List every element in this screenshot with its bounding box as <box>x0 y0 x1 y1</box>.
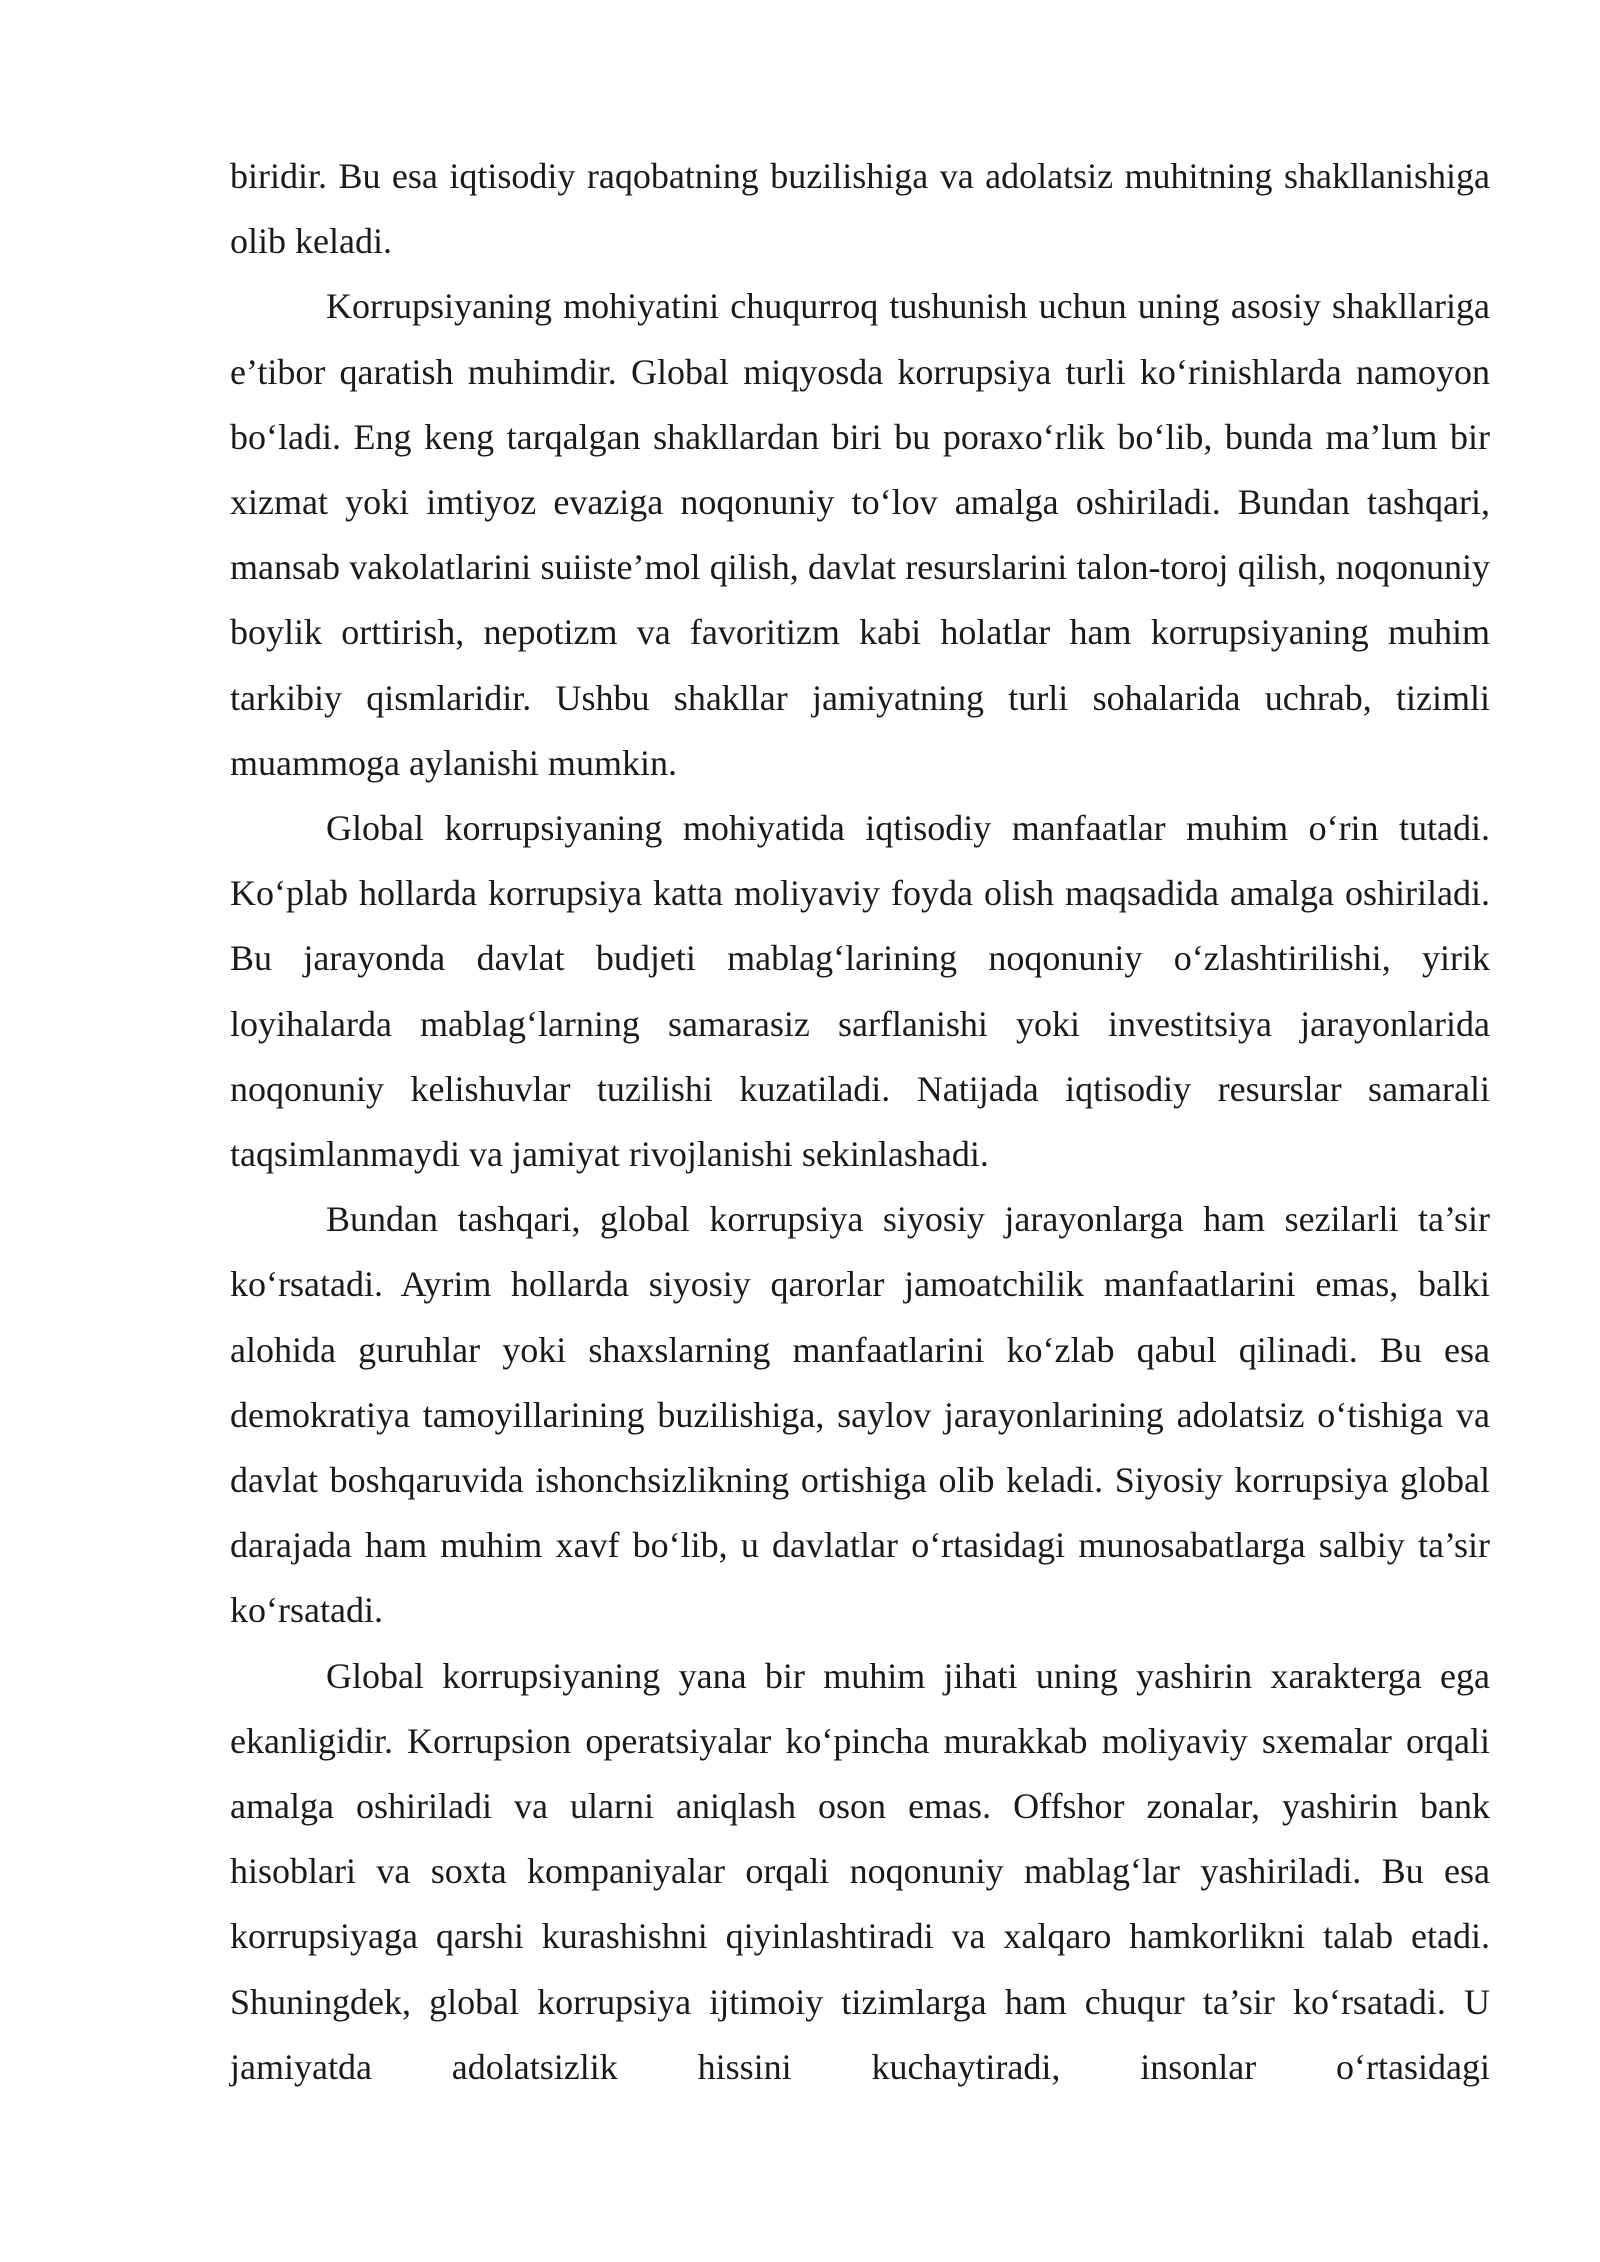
paragraph-political-processes: Bundan tashqari, global korrupsiya siyosiy jarayonlarga ham sezilarli ta’sir ko‘rsatadi. Ayrim hollarda siyosiy qarorlar jamoatchilik manfaatlarini emas, balki alohida guruhlar yoki shaxslarning manfaatlarini ko‘zlab qabul qilinadi. Bu esa demokratiya tamoyillarining buzilishiga, saylov jarayonlarining adolatsiz o‘tishiga va davlat boshqaruvida ishonchsizlikning ortishiga olib keladi. Siyosiy korrupsiya global darajada ham muhim xavf bo‘lib, u davlatlar o‘rtasidagi munosabatlarga salbiy ta’sir ko‘rsatadi. <box>230 1199 1490 1631</box>
paragraph-economic-interests: Global korrupsiyaning mohiyatida iqtisodiy manfaatlar muhim o‘rin tutadi. Ko‘plab hollarda korrupsiya katta moliyaviy foyda olish maqsadida amalga oshiriladi. Bu jarayonda davlat budjeti mablag‘larining noqonuniy o‘zlashtirilishi, yirik loyihalarda mablag‘larning samarasiz sarflanishi yoki investitsiya jarayonlarida noqonuniy kelishuvlar tuzilishi kuzatiladi. Natijada iqtisodiy resurslar samarali taqsimlanmaydi va jamiyat rivojlanishi sekinlashadi. <box>230 808 1490 1175</box>
paragraph-hidden-character: Global korrupsiyaning yana bir muhim jihati uning yashirin xarakterga ega ekanligidir. Korrupsion operatsiyalar ko‘pincha murakkab moliyaviy sxemalar orqali amalga oshiriladi va ularni aniqlash oson emas. Offshor zonalar, yashirin bank hisoblari va soxta kompaniyalar orqali noqonuniy mablag‘lar yashiriladi. Bu esa korrupsiyaga qarshi kurashishni qiyinlashtiradi va xalqaro hamkorlikni talab etadi. Shuningdek, global korrupsiya ijtimoiy tizimlarga ham chuqur ta’sir ko‘rsatadi. U jamiyatda adolatsizlik hissini kuchaytiradi, insonlar o‘rtasidagi <box>230 1655 1490 2087</box>
paragraph-forms-of-corruption: Korrupsiyaning mohiyatini chuqurroq tushunish uchun uning asosiy shakllariga e’tibor qaratish muhimdir. Global miqyosda korrupsiya turli ko‘rinishlarda namoyon bo‘ladi. Eng keng tarqalgan shakllardan biri bu poraxo‘rlik bo‘lib, bunda ma’lum bir xizmat yoki imtiyoz evaziga noqonuniy to‘lov amalga oshiriladi. Bundan tashqari, mansab vakolatlarini suiiste’mol qilish, davlat resurslarini talon-toroj qilish, noqonuniy boylik orttirish, nepotizm va favoritizm kabi holatlar ham korrupsiyaning muhim tarkibiy qismlaridir. Ushbu shakllar jamiyatning turli sohalarida uchrab, tizimli muammoga aylanishi mumkin. <box>230 286 1490 783</box>
document-body <box>230 144 1490 2100</box>
paragraph-continuation: biridir. Bu esa iqtisodiy raqobatning buzilishiga va adolatsiz muhitning shakllanishiga olib keladi. <box>230 156 1490 262</box>
